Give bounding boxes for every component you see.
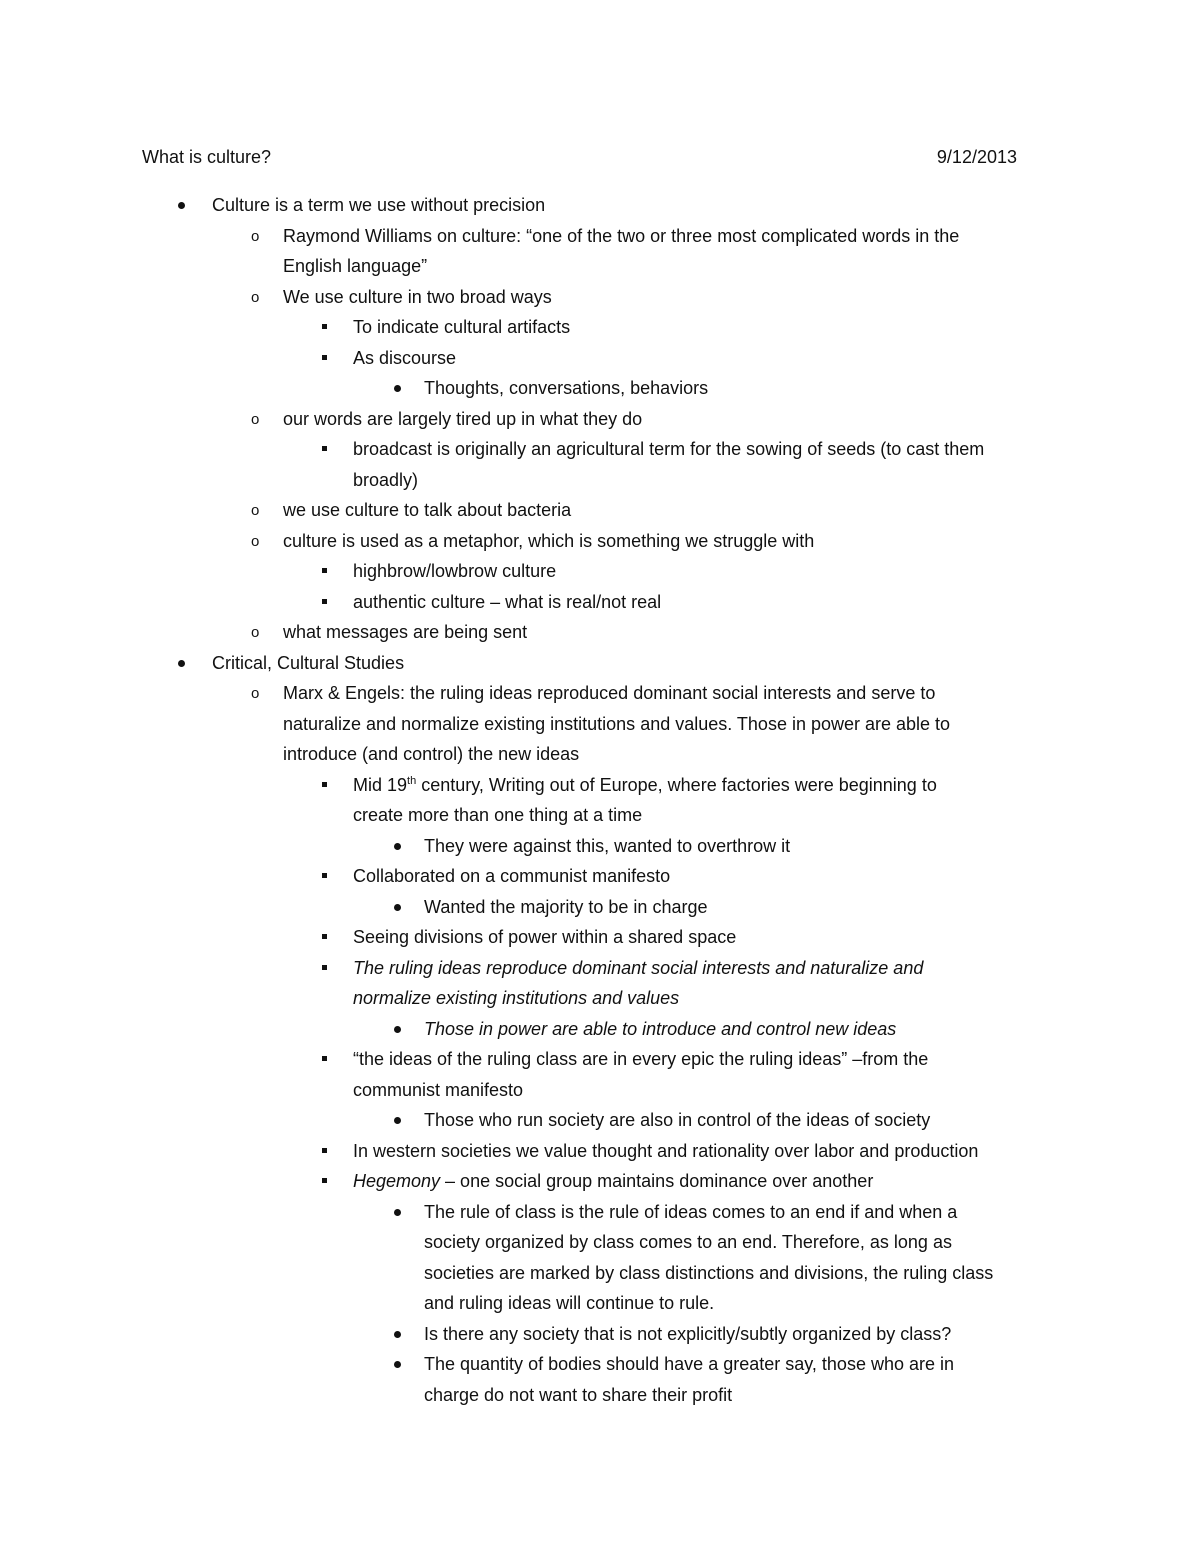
disc-bullet-icon xyxy=(174,190,194,220)
list-item xyxy=(0,556,1200,586)
list-item xyxy=(0,495,1200,525)
list-item xyxy=(0,953,1200,983)
list-item-text-part: Mid 19 xyxy=(353,774,408,795)
list-item-text: communist manifesto xyxy=(353,1079,524,1100)
square-bullet-icon xyxy=(318,770,338,800)
square-bullet-icon xyxy=(318,343,338,373)
list-item-text: create more than one thing at a time xyxy=(353,805,643,825)
list-item xyxy=(0,1044,1200,1074)
list-item-text: broadcast is originally an agricultural term for the sowing of seeds (to cast them xyxy=(353,439,985,459)
ordinal-suffix: th xyxy=(407,774,417,787)
document-header xyxy=(142,143,1017,171)
list-item xyxy=(0,434,1200,464)
list-item xyxy=(0,1349,1200,1379)
disc-bullet-icon xyxy=(390,892,410,922)
list-item xyxy=(0,373,1200,403)
list-item xyxy=(0,648,1200,678)
list-item-continuation xyxy=(0,1227,1200,1257)
square-bullet-icon xyxy=(318,861,338,891)
list-item xyxy=(0,587,1200,617)
disc-bullet-icon xyxy=(390,373,410,403)
list-item-text: “the ideas of the ruling class are in every epic the ruling ideas” –from the xyxy=(353,1049,929,1069)
circle-bullet-icon xyxy=(249,526,269,556)
list-item-text: They were against this, wanted to overthrow it xyxy=(424,835,791,856)
square-bullet-icon xyxy=(318,922,338,952)
list-item xyxy=(0,221,1200,251)
list-item xyxy=(0,343,1200,373)
list-item xyxy=(0,1136,1200,1166)
square-bullet-icon xyxy=(318,1166,338,1196)
list-item-text: normalize existing institutions and values xyxy=(353,988,680,1008)
list-item-text: society organized by class comes to an end. Therefore, as long as xyxy=(424,1232,952,1252)
list-item xyxy=(0,678,1200,708)
document-date: 9/12/2013 xyxy=(936,147,1017,167)
list-item-text: and ruling ideas will continue to rule. xyxy=(424,1293,715,1313)
list-item xyxy=(0,282,1200,312)
square-bullet-icon xyxy=(318,556,338,586)
list-item xyxy=(0,922,1200,952)
list-item xyxy=(0,1166,1200,1196)
list-item-text: our words are largely tired up in what they do xyxy=(283,408,643,429)
disc-bullet-icon xyxy=(390,1105,410,1135)
list-item-continuation xyxy=(0,251,1200,281)
list-item xyxy=(0,190,1200,220)
list-item-text: authentic culture – what is real/not real xyxy=(353,591,662,612)
list-item-continuation xyxy=(0,465,1200,495)
list-item xyxy=(0,1319,1200,1349)
list-item-continuation xyxy=(0,1380,1200,1410)
list-item-text: Wanted the majority to be in charge xyxy=(424,896,708,917)
list-item-text: To indicate cultural artifacts xyxy=(353,317,571,337)
list-item-continuation xyxy=(0,983,1200,1013)
list-item-text: highbrow/lowbrow culture xyxy=(353,561,557,581)
list-item-text-part: century, Writing out of Europe, where factories were beginning to xyxy=(416,774,937,795)
list-item-text: societies are marked by class distinctions and divisions, the ruling class xyxy=(424,1262,994,1283)
list-item-text: Collaborated on a communist manifesto xyxy=(353,866,671,886)
square-bullet-icon xyxy=(318,587,338,617)
list-item xyxy=(0,1014,1200,1044)
circle-bullet-icon xyxy=(249,404,269,434)
document-title: What is culture? xyxy=(142,147,272,167)
list-item xyxy=(0,861,1200,891)
list-item xyxy=(0,312,1200,342)
list-item xyxy=(0,404,1200,434)
list-item xyxy=(0,1105,1200,1135)
list-item-text: naturalize and normalize existing institutions and values. Those in power are able to xyxy=(283,713,951,734)
list-item-continuation xyxy=(0,739,1200,769)
list-item-text: English language” xyxy=(283,256,428,276)
list-item-text: The rule of class is the rule of ideas comes to an end if and when a xyxy=(424,1201,958,1222)
square-bullet-icon xyxy=(318,434,338,464)
emphasized-term: Hegemony xyxy=(353,1171,441,1191)
disc-bullet-icon xyxy=(390,1349,410,1379)
list-item-text: introduce (and control) the new ideas xyxy=(283,744,580,764)
disc-bullet-icon xyxy=(390,1319,410,1349)
list-item-text: Those who run society are also in control of the ideas of society xyxy=(424,1110,931,1130)
list-item xyxy=(0,526,1200,556)
list-item-text xyxy=(353,1166,873,1196)
circle-bullet-icon xyxy=(249,282,269,312)
list-item-text: Culture is a term we use without precision xyxy=(212,195,546,215)
list-item-text: broadly) xyxy=(353,469,419,490)
list-item-text: Seeing divisions of power within a shared space xyxy=(353,927,737,947)
list-item-text: Marx & Engels: the ruling ideas reproduced dominant social interests and serve to xyxy=(283,683,936,703)
square-bullet-icon xyxy=(318,312,338,342)
list-item-text: culture is used as a metaphor, which is something we struggle with xyxy=(283,530,815,551)
disc-bullet-icon xyxy=(174,648,194,678)
list-item-text: Is there any society that is not explicitly/subtly organized by class? xyxy=(424,1323,952,1344)
disc-bullet-icon xyxy=(390,831,410,861)
square-bullet-icon xyxy=(318,1136,338,1166)
circle-bullet-icon xyxy=(249,495,269,525)
list-item-text: Thoughts, conversations, behaviors xyxy=(424,378,709,398)
list-item-text: Those in power are able to introduce and control new ideas xyxy=(424,1018,897,1039)
list-item xyxy=(0,770,1200,800)
square-bullet-icon xyxy=(318,953,338,983)
disc-bullet-icon xyxy=(390,1014,410,1044)
list-item-text: charge do not want to share their profit xyxy=(424,1384,733,1405)
list-item xyxy=(0,617,1200,647)
list-item xyxy=(0,831,1200,861)
list-item xyxy=(0,892,1200,922)
list-item xyxy=(0,1197,1200,1227)
list-item-text xyxy=(353,770,937,800)
square-bullet-icon xyxy=(318,1044,338,1074)
list-item-text: The quantity of bodies should have a greater say, those who are in xyxy=(424,1354,954,1374)
list-item-text: Raymond Williams on culture: “one of the two or three most complicated words in the xyxy=(283,225,960,246)
circle-bullet-icon xyxy=(249,221,269,251)
list-item-text: we use culture to talk about bacteria xyxy=(283,500,572,520)
list-item-continuation xyxy=(0,1288,1200,1318)
circle-bullet-icon xyxy=(249,617,269,647)
list-item-text: Critical, Cultural Studies xyxy=(212,652,405,673)
list-item-text: In western societies we value thought and rationality over labor and production xyxy=(353,1140,979,1161)
circle-bullet-icon xyxy=(249,678,269,708)
list-item-text: As discourse xyxy=(353,347,457,368)
list-item-text: We use culture in two broad ways xyxy=(283,286,552,307)
list-item-text-part: – one social group maintains dominance over another xyxy=(440,1171,874,1191)
list-item-text: The ruling ideas reproduce dominant social interests and naturalize and xyxy=(353,957,924,978)
disc-bullet-icon xyxy=(390,1197,410,1227)
list-item-text: what messages are being sent xyxy=(283,622,528,642)
list-item-continuation xyxy=(0,709,1200,739)
list-item-continuation xyxy=(0,800,1200,830)
list-item-continuation xyxy=(0,1075,1200,1105)
list-item-continuation xyxy=(0,1258,1200,1288)
